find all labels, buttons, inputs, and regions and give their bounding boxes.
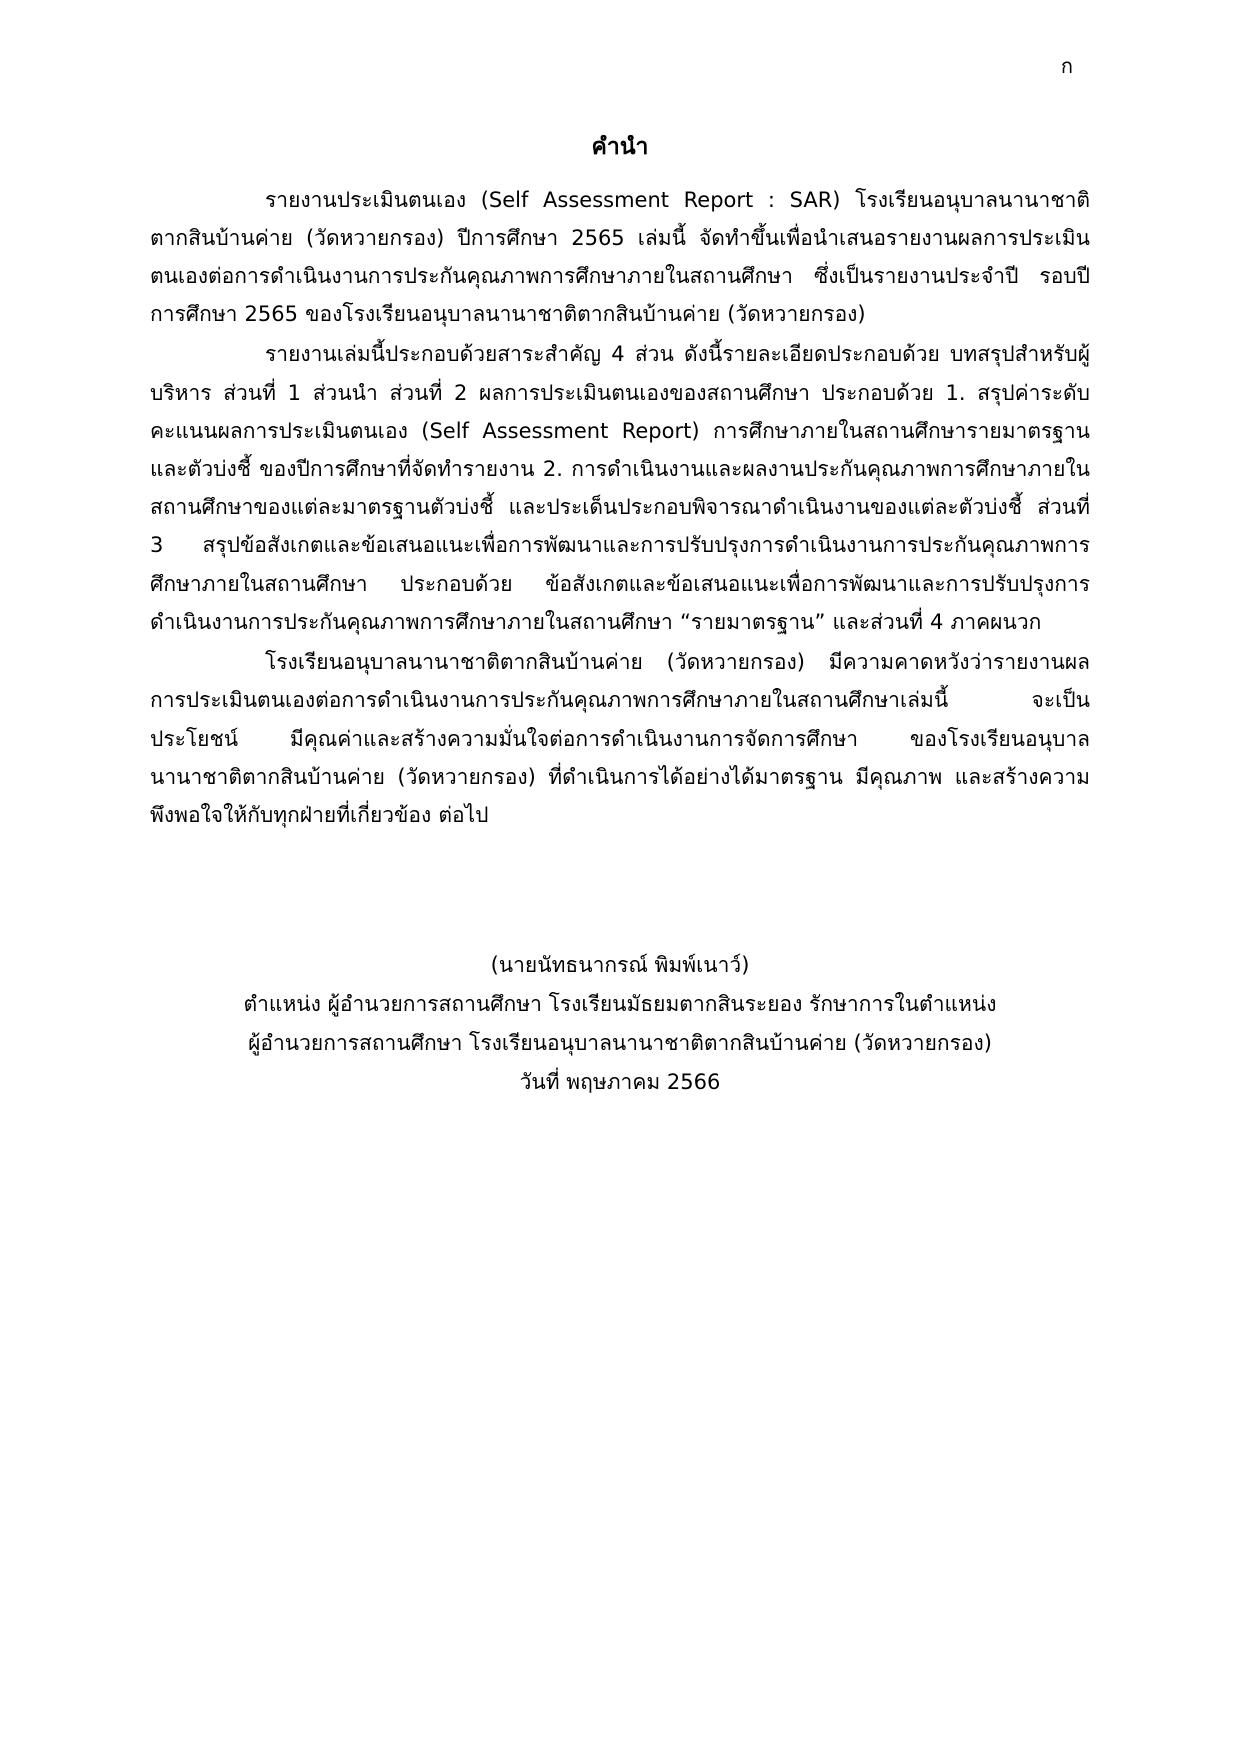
signature-position-line-1: ตำแหน่ง ผู้อำนวยการสถานศึกษา โรงเรียนมัธยมตากสินระยอง รักษาการในตำแหน่ง <box>243 992 997 1017</box>
paragraph-contents: รายงานเล่มนี้ประกอบด้วยสาระสำคัญ 4 ส่วน ดังนี้รายละเอียดประกอบด้วย บทสรุปสำหรับผู้บริหาร ส่วนที่ 1 ส่วนนำ ส่วนที่ 2 ผลการประเมินตนเองของสถานศึกษา ประกอบด้วย 1. สรุปค่าระดับคะแนนผลการประเมินตนเอง (Self Assessment Report) การศึกษาภายในสถานศึกษารายมาตรฐานและตัวบ่งชี้ ของปีการศึกษาที่จัดทำรายงาน 2. การดำเนินงานและผลงานประกันคุณภาพการศึกษาภายในสถานศึกษาของแต่ละมาตรฐานตัวบ่งชี้ และประเด็นประกอบพิจารณาดำเนินงานของแต่ละตัวบ่งชี้ ส่วนที่ 3 สรุปข้อสังเกตและข้อเสนอแนะเพื่อการพัฒนาและการปรับปรุงการดำเนินงานการประกันคุณภาพการศึกษาภายในสถานศึกษา ประกอบด้วย ข้อสังเกตและข้อเสนอแนะเพื่อการพัฒนาและการปรับปรุงการดำเนินงานการประกันคุณภาพการศึกษาภายในสถานศึกษา “รายมาตรฐาน” และส่วนที่ 4 ภาคผนวก <box>150 342 1090 634</box>
signature-name: (นายนัทธนากรณ์ พิมพ์เนาว์) <box>490 953 750 978</box>
paragraph-intro: รายงานประเมินตนเอง (Self Assessment Report : SAR) โรงเรียนอนุบาลนานาชาติตากสินบ้านค่าย (วัดหวายกรอง) ปีการศึกษา 2565 เล่มนี้ จัดทำขึ้นเพื่อนำเสนอรายงานผลการประเมินตนเองต่อการดำเนินงานการประกันคุณภาพการศึกษาภายในสถานศึกษา ซึ่งเป็นรายงานประจำปี รอบปีการศึกษา 2565 ของโรงเรียนอนุบาลนานาชาติตากสินบ้านค่าย (วัดหวายกรอง) <box>150 187 1090 327</box>
signature-date: วันที่ พฤษภาคม 2566 <box>519 1069 721 1094</box>
paragraph-closing: โรงเรียนอนุบาลนานาชาติตากสินบ้านค่าย (วัดหวายกรอง) มีความคาดหวังว่ารายงานผลการประเมินตนเองต่อการดำเนินงานการประกันคุณภาพการศึกษาภายในสถานศึกษาเล่มนี้ จะเป็นประโยชน์ มีคุณค่าและสร้างความมั่นใจต่อการดำเนินงานการจัดการศึกษา ของโรงเรียนอนุบาลนานาชาติตากสินบ้านค่าย (วัดหวายกรอง) ที่ดำเนินการได้อย่างได้มาตรฐาน มีคุณภาพ และสร้างความพึงพอใจให้กับทุกฝ่ายที่เกี่ยวข้อง ต่อไป <box>150 650 1090 827</box>
document-body <box>150 130 1090 1102</box>
signature-block <box>150 946 1090 1101</box>
page-number: ก <box>1060 54 1073 78</box>
signature-position-line-2: ผู้อำนวยการสถานศึกษา โรงเรียนอนุบาลนานาชาติตากสินบ้านค่าย (วัดหวายกรอง) <box>248 1030 992 1055</box>
page-title: คำนำ <box>591 134 649 160</box>
